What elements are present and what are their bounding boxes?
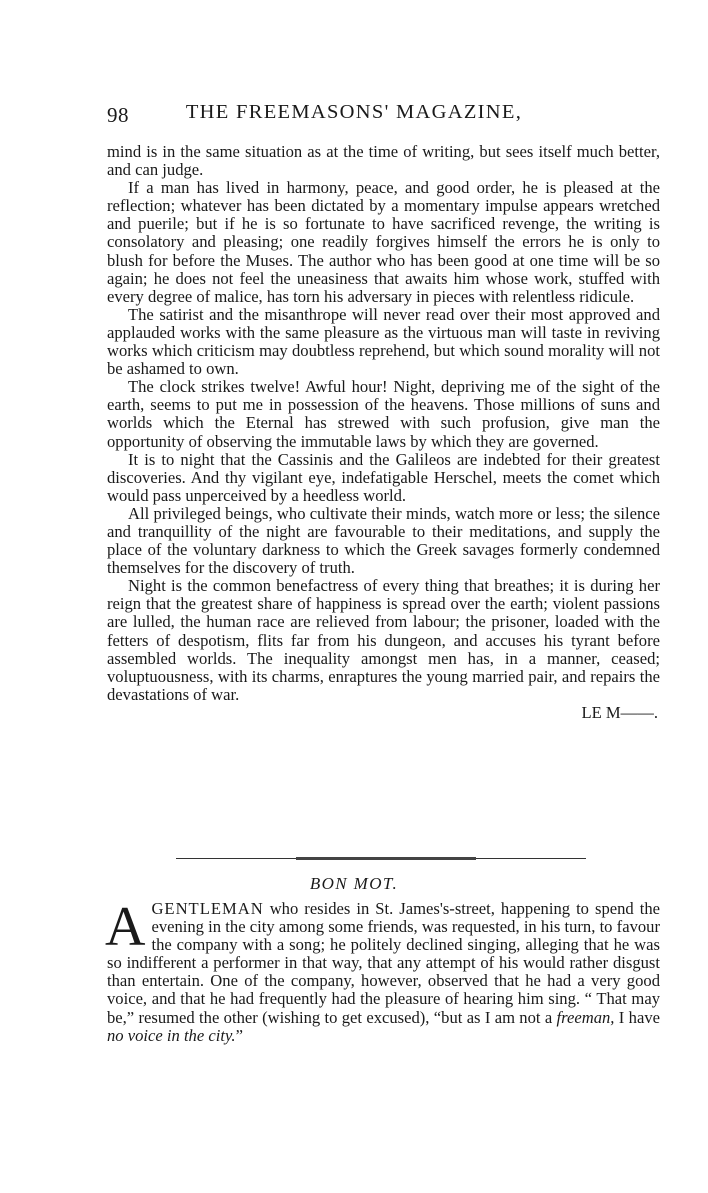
section-title: BON MOT. (309, 874, 399, 893)
bon-mot-body (105, 896, 660, 1045)
running-title: THE FREEMASONS' MAGAZINE, (185, 101, 523, 123)
paragraph: The satirist and the misanthrope will never read over their most approved and applauded works with the same pleasure as the virtuous man will taste in reviving works which criticism may doubtless reprehend, but which sound morality will not be ashamed to own. (107, 304, 660, 379)
paragraph: If a man has lived in harmony, peace, and good order, he is pleased at the reflection; whatever has been dictated by a momentary impulse appears wretched and puerile; but if he is so fortunate to have sacrificed revenge, the writing is consolatory and pleasing; one readily forgives himself the errors he is only to blush for before the Muses. The author who has been good at one time will be so again; he does not feel the uneasiness that awaits him whose work, stuffed with every degree of malice, has torn his adversary in pieces with relentless ridicule. (107, 178, 660, 306)
lead-word: GENTLEMAN (151, 899, 264, 918)
paragraph: It is to night that the Cassinis and the Galileos are indebted for their greatest discoveries. And thy vigilant eye, indefatigable Herschel, meets the comet which would pass unperceived by a heedless world. (107, 449, 660, 505)
divider-ornament (296, 857, 476, 860)
page-number: 98 (107, 103, 129, 127)
paragraph: Night is the common benefactress of every thing that breathes; it is during her reign that the greatest share of happiness is spread over the earth; violent passions are lulled, the human race are relieved from labour; the prisoner, loaded with the fetters of despotism, flits far from his dungeon, and accuses his tyrant before assembled worlds. The inequality amongst men has, in a manner, ceased; voluptuousness, with its charms, enraptures the young married pair, and repairs the devastations of war. (107, 576, 660, 704)
bon-mot-text: ” (235, 1025, 243, 1045)
bon-mot-paragraph (105, 896, 660, 1045)
paragraph: mind is in the same situation as at the time of writing, but sees itself much better, and can judge. (107, 142, 660, 180)
paragraph: The clock strikes twelve! Awful hour! Night, depriving me of the sight of the earth, seems to put me in possession of the heavens. Those millions of suns and worlds which the Eternal has strewed with such profusion, give man the opportunity of observing the immutable laws by which they are governed. (107, 377, 660, 451)
bon-mot-text: who resides in St. James's-street, happening to spend the evening in the city among some friends, was requested, in his turn, to favour the company with a song; he politely declined singing, alleging that he was so indifferent a performer in that way, that any attempt of his would rather disgust than entertain. One of the company, however, observed that he had a very good voice, and that he had frequently had the pleasure of hearing him sing. “ That may be,” resumed the other (wishing to get excused), “but as I am not a (107, 899, 660, 1027)
section-divider (176, 858, 586, 859)
paragraph: All privileged beings, who cultivate their minds, watch more or less; the silence and tranquillity of the night are favourable to their meditations, and supply the place of the voluntary darkness to which the Greek savages formerly condemned themselves for the discovery of truth. (107, 503, 660, 578)
author-signature: LE M——. (581, 702, 658, 722)
italic-text: freeman, (556, 1007, 615, 1027)
italic-text: no voice in the city. (107, 1025, 236, 1045)
bon-mot-text: I have (614, 1007, 660, 1027)
drop-cap: A (105, 896, 146, 958)
article-body (107, 143, 660, 722)
